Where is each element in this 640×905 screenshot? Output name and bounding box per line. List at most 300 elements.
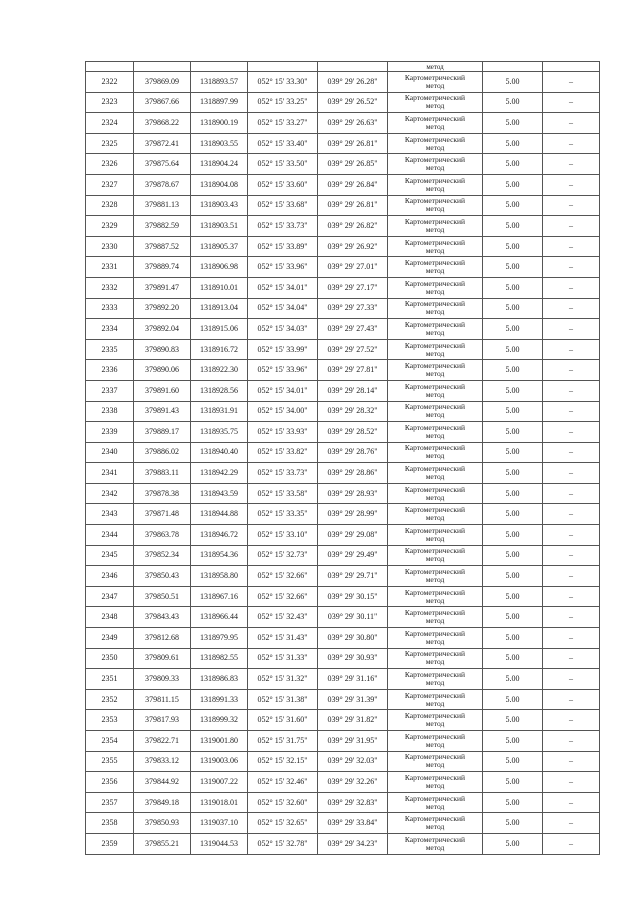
y-coordinate-cell: 1318966.44 (191, 607, 248, 628)
method-word: метод (425, 245, 445, 255)
point-number-cell: 2359 (86, 833, 134, 854)
note-cell: – (543, 174, 600, 195)
point-number-cell: 2325 (86, 133, 134, 154)
longitude-cell: 039° 29' 26.85" (318, 154, 388, 175)
x-coordinate-cell: 379833.12 (134, 751, 191, 772)
coordinates-table (85, 61, 600, 855)
accuracy-cell: 5.00 (483, 731, 543, 752)
note-cell: – (543, 566, 600, 587)
x-coordinate-cell: 379890.83 (134, 339, 191, 360)
longitude-cell: 039° 29' 31.95" (318, 731, 388, 752)
accuracy-cell: 5.00 (483, 648, 543, 669)
longitude-cell: 039° 29' 32.03" (318, 751, 388, 772)
method-name: Картометрический (404, 319, 466, 329)
method-word: метод (425, 780, 445, 790)
cell-empty (134, 62, 191, 72)
table-row (86, 422, 600, 443)
table-row (86, 257, 600, 278)
y-coordinate-cell: 1318986.83 (191, 669, 248, 690)
x-coordinate-cell: 379871.48 (134, 504, 191, 525)
longitude-cell: 039° 29' 27.81" (318, 360, 388, 381)
accuracy-cell: 5.00 (483, 442, 543, 463)
longitude-cell: 039° 29' 32.83" (318, 792, 388, 813)
longitude-cell: 039° 29' 26.92" (318, 236, 388, 257)
method-cell (388, 689, 483, 710)
accuracy-cell: 5.00 (483, 360, 543, 381)
longitude-cell: 039° 29' 26.82" (318, 216, 388, 237)
method-cell (388, 504, 483, 525)
method-name: Картометрический (404, 834, 466, 844)
accuracy-cell: 5.00 (483, 277, 543, 298)
x-coordinate-cell: 379875.64 (134, 154, 191, 175)
table-row (86, 504, 600, 525)
accuracy-cell: 5.00 (483, 586, 543, 607)
method-word: метод (425, 698, 445, 708)
longitude-cell: 039° 29' 26.81" (318, 133, 388, 154)
table-row (86, 751, 600, 772)
coordinates-table-page (85, 61, 599, 855)
table-row (86, 607, 600, 628)
method-word: метод (425, 822, 445, 832)
note-cell: – (543, 586, 600, 607)
x-coordinate-cell: 379891.43 (134, 401, 191, 422)
method-name: Картометрический (404, 608, 466, 618)
longitude-cell: 039° 29' 34.23" (318, 833, 388, 854)
y-coordinate-cell: 1318903.51 (191, 216, 248, 237)
point-number-cell: 2331 (86, 257, 134, 278)
y-coordinate-cell: 1318904.24 (191, 154, 248, 175)
latitude-cell: 052° 15' 33.10" (248, 525, 318, 546)
x-coordinate-cell: 379852.34 (134, 545, 191, 566)
latitude-cell: 052° 15' 33.60" (248, 174, 318, 195)
method-name: Картометрический (404, 422, 466, 432)
note-cell: – (543, 360, 600, 381)
point-number-cell: 2336 (86, 360, 134, 381)
note-cell: – (543, 463, 600, 484)
point-number-cell: 2332 (86, 277, 134, 298)
y-coordinate-cell: 1318991.33 (191, 689, 248, 710)
longitude-cell: 039° 29' 28.99" (318, 504, 388, 525)
point-number-cell: 2349 (86, 628, 134, 649)
longitude-cell: 039° 29' 32.26" (318, 772, 388, 793)
accuracy-cell: 5.00 (483, 628, 543, 649)
method-word: метод (425, 678, 445, 688)
latitude-cell: 052° 15' 33.96" (248, 360, 318, 381)
method-cell (388, 545, 483, 566)
method-word: метод (425, 224, 445, 234)
table-row (86, 628, 600, 649)
point-number-cell: 2354 (86, 731, 134, 752)
table-body (86, 62, 600, 855)
x-coordinate-cell: 379892.04 (134, 319, 191, 340)
accuracy-cell: 5.00 (483, 236, 543, 257)
table-row (86, 525, 600, 546)
table-row (86, 380, 600, 401)
accuracy-cell: 5.00 (483, 607, 543, 628)
method-name: Картометрический (404, 772, 466, 782)
latitude-cell: 052° 15' 33.73" (248, 463, 318, 484)
latitude-cell: 052° 15' 32.66" (248, 566, 318, 587)
longitude-cell: 039° 29' 29.71" (318, 566, 388, 587)
accuracy-cell: 5.00 (483, 813, 543, 834)
y-coordinate-cell: 1318903.55 (191, 133, 248, 154)
y-coordinate-cell: 1318979.95 (191, 628, 248, 649)
method-word: метод (425, 369, 445, 379)
y-coordinate-cell: 1319018.01 (191, 792, 248, 813)
method-name: Картометрический (404, 752, 466, 762)
table-row (86, 174, 600, 195)
x-coordinate-cell: 379886.02 (134, 442, 191, 463)
point-number-cell: 2353 (86, 710, 134, 731)
method-name: Картометрический (404, 628, 466, 638)
method-name: Картометрический (404, 175, 466, 185)
x-coordinate-cell: 379872.41 (134, 133, 191, 154)
longitude-cell: 039° 29' 28.14" (318, 380, 388, 401)
note-cell: – (543, 236, 600, 257)
latitude-cell: 052° 15' 34.00" (248, 401, 318, 422)
longitude-cell: 039° 29' 28.86" (318, 463, 388, 484)
method-cell (388, 833, 483, 854)
method-cell (388, 648, 483, 669)
table-row (86, 566, 600, 587)
accuracy-cell: 5.00 (483, 72, 543, 93)
table-row (86, 586, 600, 607)
latitude-cell: 052° 15' 31.43" (248, 628, 318, 649)
method-name: Картометрический (404, 546, 466, 556)
longitude-cell: 039° 29' 28.52" (318, 422, 388, 443)
accuracy-cell: 5.00 (483, 792, 543, 813)
method-word: метод (425, 657, 445, 667)
latitude-cell: 052° 15' 32.65" (248, 813, 318, 834)
latitude-cell: 052° 15' 31.32" (248, 669, 318, 690)
method-cell (388, 628, 483, 649)
accuracy-cell: 5.00 (483, 92, 543, 113)
method-name: Картометрический (404, 299, 466, 309)
method-name: Картометрический (404, 93, 466, 103)
x-coordinate-cell: 379887.52 (134, 236, 191, 257)
table-row (86, 339, 600, 360)
accuracy-cell: 5.00 (483, 339, 543, 360)
accuracy-cell: 5.00 (483, 483, 543, 504)
latitude-cell: 052° 15' 33.96" (248, 257, 318, 278)
y-coordinate-cell: 1318928.56 (191, 380, 248, 401)
method-cell (388, 751, 483, 772)
cell-empty (191, 62, 248, 72)
method-cell (388, 772, 483, 793)
table-row (86, 669, 600, 690)
method-cell (388, 669, 483, 690)
latitude-cell: 052° 15' 33.50" (248, 154, 318, 175)
note-cell: – (543, 319, 600, 340)
longitude-cell: 039° 29' 30.15" (318, 586, 388, 607)
method-word: метод (425, 204, 445, 214)
table-row (86, 195, 600, 216)
longitude-cell: 039° 29' 26.81" (318, 195, 388, 216)
y-coordinate-cell: 1318897.99 (191, 92, 248, 113)
method-word: метод (425, 451, 445, 461)
point-number-cell: 2343 (86, 504, 134, 525)
point-number-cell: 2344 (86, 525, 134, 546)
longitude-cell: 039° 29' 26.63" (318, 113, 388, 134)
cell-empty (543, 62, 600, 72)
method-name: Картометрический (404, 258, 466, 268)
accuracy-cell: 5.00 (483, 216, 543, 237)
y-coordinate-cell: 1318958.80 (191, 566, 248, 587)
method-cell (388, 813, 483, 834)
longitude-cell: 039° 29' 28.93" (318, 483, 388, 504)
y-coordinate-cell: 1319001.80 (191, 731, 248, 752)
x-coordinate-cell: 379850.51 (134, 586, 191, 607)
latitude-cell: 052° 15' 33.93" (248, 422, 318, 443)
method-word: метод (425, 842, 445, 852)
method-cell (388, 401, 483, 422)
method-name: Картометрический (404, 505, 466, 515)
method-name: Картометрический (404, 525, 466, 535)
table-row (86, 216, 600, 237)
note-cell: – (543, 525, 600, 546)
table-row (86, 710, 600, 731)
y-coordinate-cell: 1318922.30 (191, 360, 248, 381)
note-cell: – (543, 628, 600, 649)
latitude-cell: 052° 15' 33.25" (248, 92, 318, 113)
longitude-cell: 039° 29' 27.43" (318, 319, 388, 340)
method-name: Картометрический (404, 464, 466, 474)
longitude-cell: 039° 29' 27.52" (318, 339, 388, 360)
method-cell (388, 731, 483, 752)
method-word: метод (425, 533, 445, 543)
accuracy-cell: 5.00 (483, 833, 543, 854)
note-cell: – (543, 154, 600, 175)
table-row (86, 113, 600, 134)
latitude-cell: 052° 15' 32.66" (248, 586, 318, 607)
method-cell (388, 319, 483, 340)
accuracy-cell: 5.00 (483, 751, 543, 772)
method-name: Картометрический (404, 587, 466, 597)
x-coordinate-cell: 379817.93 (134, 710, 191, 731)
table-row (86, 72, 600, 93)
note-cell: – (543, 833, 600, 854)
x-coordinate-cell: 379882.59 (134, 216, 191, 237)
y-coordinate-cell: 1318900.19 (191, 113, 248, 134)
longitude-cell: 039° 29' 27.01" (318, 257, 388, 278)
point-number-cell: 2356 (86, 772, 134, 793)
method-cell (388, 360, 483, 381)
x-coordinate-cell: 379881.13 (134, 195, 191, 216)
point-number-cell: 2322 (86, 72, 134, 93)
point-number-cell: 2327 (86, 174, 134, 195)
table-row (86, 92, 600, 113)
table-row (86, 463, 600, 484)
point-number-cell: 2328 (86, 195, 134, 216)
method-name: Картометрический (404, 113, 466, 123)
note-cell: – (543, 401, 600, 422)
x-coordinate-cell: 379850.93 (134, 813, 191, 834)
method-name: Картометрический (404, 155, 466, 165)
y-coordinate-cell: 1318982.55 (191, 648, 248, 669)
y-coordinate-cell: 1318942.29 (191, 463, 248, 484)
note-cell: – (543, 339, 600, 360)
longitude-cell: 039° 29' 33.84" (318, 813, 388, 834)
accuracy-cell: 5.00 (483, 545, 543, 566)
point-number-cell: 2335 (86, 339, 134, 360)
table-row (86, 648, 600, 669)
accuracy-cell: 5.00 (483, 154, 543, 175)
note-cell: – (543, 422, 600, 443)
x-coordinate-cell: 379822.71 (134, 731, 191, 752)
point-number-cell: 2334 (86, 319, 134, 340)
point-number-cell: 2358 (86, 813, 134, 834)
method-cell (388, 154, 483, 175)
longitude-cell: 039° 29' 27.17" (318, 277, 388, 298)
method-word: метод (425, 575, 445, 585)
accuracy-cell: 5.00 (483, 298, 543, 319)
latitude-cell: 052° 15' 32.43" (248, 607, 318, 628)
method-name: Картометрический (404, 711, 466, 721)
point-number-cell: 2346 (86, 566, 134, 587)
method-word: метод (425, 121, 445, 131)
method-cell (388, 463, 483, 484)
longitude-cell: 039° 29' 30.93" (318, 648, 388, 669)
longitude-cell: 039° 29' 27.33" (318, 298, 388, 319)
latitude-cell: 052° 15' 33.58" (248, 483, 318, 504)
longitude-cell: 039° 29' 28.76" (318, 442, 388, 463)
table-row (86, 689, 600, 710)
y-coordinate-cell: 1318946.72 (191, 525, 248, 546)
accuracy-cell: 5.00 (483, 525, 543, 546)
table-row (86, 731, 600, 752)
method-name: Картометрический (404, 72, 466, 82)
accuracy-cell: 5.00 (483, 422, 543, 443)
latitude-cell: 052° 15' 34.01" (248, 277, 318, 298)
y-coordinate-cell: 1318903.43 (191, 195, 248, 216)
note-cell: – (543, 504, 600, 525)
method-cell (388, 174, 483, 195)
y-coordinate-cell: 1318916.72 (191, 339, 248, 360)
x-coordinate-cell: 379843.43 (134, 607, 191, 628)
method-word: метод (425, 286, 445, 296)
longitude-cell: 039° 29' 26.28" (318, 72, 388, 93)
table-row (86, 277, 600, 298)
x-coordinate-cell: 379855.21 (134, 833, 191, 854)
note-cell: – (543, 92, 600, 113)
method-name: Картометрический (404, 567, 466, 577)
method-name: Картометрический (404, 196, 466, 206)
table-row (86, 772, 600, 793)
table-row (86, 833, 600, 854)
point-number-cell: 2329 (86, 216, 134, 237)
x-coordinate-cell: 379850.43 (134, 566, 191, 587)
accuracy-cell: 5.00 (483, 669, 543, 690)
note-cell: – (543, 298, 600, 319)
x-coordinate-cell: 379809.33 (134, 669, 191, 690)
latitude-cell: 052° 15' 34.01" (248, 380, 318, 401)
note-cell: – (543, 133, 600, 154)
latitude-cell: 052° 15' 31.38" (248, 689, 318, 710)
method-word: метод (425, 327, 445, 337)
method-word: метод (425, 183, 445, 193)
x-coordinate-cell: 379849.18 (134, 792, 191, 813)
x-coordinate-cell: 379863.78 (134, 525, 191, 546)
x-coordinate-cell: 379890.06 (134, 360, 191, 381)
accuracy-cell: 5.00 (483, 380, 543, 401)
note-cell: – (543, 813, 600, 834)
note-cell: – (543, 731, 600, 752)
latitude-cell: 052° 15' 34.04" (248, 298, 318, 319)
x-coordinate-cell: 379869.09 (134, 72, 191, 93)
method-word: метод (425, 307, 445, 317)
table-row (86, 401, 600, 422)
point-number-cell: 2355 (86, 751, 134, 772)
y-coordinate-cell: 1318910.01 (191, 277, 248, 298)
point-number-cell: 2350 (86, 648, 134, 669)
cell-empty (86, 62, 134, 72)
method-cell (388, 216, 483, 237)
method-name: Картометрический (404, 814, 466, 824)
method-word: метод (425, 430, 445, 440)
point-number-cell: 2357 (86, 792, 134, 813)
accuracy-cell: 5.00 (483, 689, 543, 710)
point-number-cell: 2339 (86, 422, 134, 443)
table-row (86, 442, 600, 463)
x-coordinate-cell: 379844.92 (134, 772, 191, 793)
y-coordinate-cell: 1318967.16 (191, 586, 248, 607)
x-coordinate-cell: 379892.20 (134, 298, 191, 319)
point-number-cell: 2324 (86, 113, 134, 134)
accuracy-cell: 5.00 (483, 566, 543, 587)
method-cell (388, 257, 483, 278)
method-name: Картометрический (404, 134, 466, 144)
y-coordinate-cell: 1318944.88 (191, 504, 248, 525)
latitude-cell: 052° 15' 32.46" (248, 772, 318, 793)
method-word: метод (425, 492, 445, 502)
note-cell: – (543, 751, 600, 772)
method-name: Картометрический (404, 690, 466, 700)
latitude-cell: 052° 15' 33.68" (248, 195, 318, 216)
longitude-cell: 039° 29' 26.52" (318, 92, 388, 113)
accuracy-cell: 5.00 (483, 710, 543, 731)
latitude-cell: 052° 15' 32.60" (248, 792, 318, 813)
note-cell: – (543, 113, 600, 134)
method-cell (388, 195, 483, 216)
method-cell (388, 566, 483, 587)
latitude-cell: 052° 15' 31.33" (248, 648, 318, 669)
method-word: метод (425, 80, 445, 90)
method-word: метод (425, 801, 445, 811)
accuracy-cell: 5.00 (483, 174, 543, 195)
x-coordinate-cell: 379891.47 (134, 277, 191, 298)
y-coordinate-cell: 1318999.32 (191, 710, 248, 731)
table-row (86, 133, 600, 154)
cell-empty (318, 62, 388, 72)
point-number-cell: 2340 (86, 442, 134, 463)
x-coordinate-cell: 379891.60 (134, 380, 191, 401)
note-cell: – (543, 380, 600, 401)
point-number-cell: 2342 (86, 483, 134, 504)
latitude-cell: 052° 15' 33.30" (248, 72, 318, 93)
method-name: Картометрический (404, 340, 466, 350)
method-name: Картометрический (404, 278, 466, 288)
table-row (86, 813, 600, 834)
method-word: метод (425, 389, 445, 399)
latitude-cell: 052° 15' 33.27" (248, 113, 318, 134)
y-coordinate-cell: 1318893.57 (191, 72, 248, 93)
method-word: метод (425, 739, 445, 749)
method-cell (388, 710, 483, 731)
method-name: Картометрический (404, 484, 466, 494)
method-name: Картометрический (404, 402, 466, 412)
table-row (86, 545, 600, 566)
cell-empty (248, 62, 318, 72)
